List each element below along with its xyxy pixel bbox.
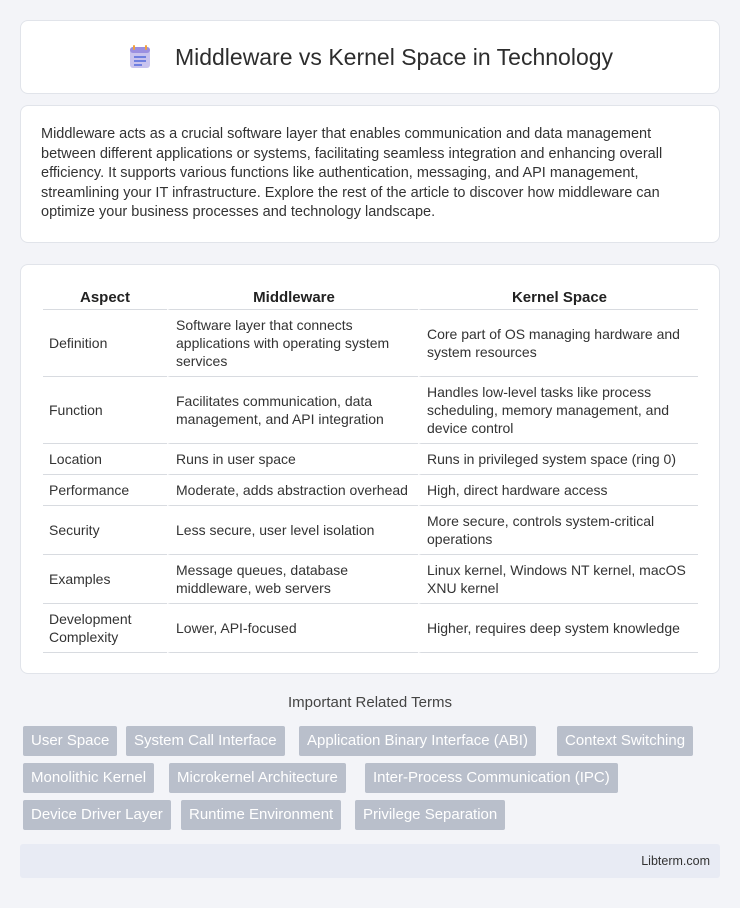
document-icon [127, 44, 153, 70]
middleware-cell: Facilitates communication, data management, and API integration [167, 377, 418, 444]
footer [20, 844, 720, 878]
aspect-cell: Development Complexity [43, 604, 167, 653]
related-term-tag[interactable]: Privilege Separation [355, 800, 505, 830]
kernel-space-cell: More secure, controls system-critical operations [418, 506, 698, 555]
table-row [43, 604, 698, 653]
middleware-cell: Moderate, adds abstraction overhead [167, 475, 418, 506]
related-term-tag[interactable]: Monolithic Kernel [23, 763, 154, 793]
related-term-tag[interactable]: System Call Interface [126, 726, 285, 756]
aspect-cell: Security [43, 506, 167, 555]
column-header: Kernel Space [418, 285, 698, 310]
aspect-cell: Function [43, 377, 167, 444]
related-term-tag[interactable]: Inter-Process Communication (IPC) [365, 763, 618, 793]
related-term-tag[interactable]: Context Switching [557, 726, 693, 756]
intro-paragraph: Middleware acts as a crucial software layer that enables communication and data management between different applications or systems, facilitating seamless integration and enhancing overall efficiency. It supports various functions like authentication, messaging, and API management, streamlining your IT infrastructure. Explore the rest of the article to discover how middleware can optimize your business processes and technology landscape. [41, 126, 663, 221]
related-terms-title: Important Related Terms [288, 694, 452, 711]
column-header: Middleware [167, 285, 418, 310]
middleware-cell: Lower, API-focused [167, 604, 418, 653]
kernel-space-cell: Handles low-level tasks like process scheduling, memory management, and device control [418, 377, 698, 444]
comparison-card [20, 264, 720, 674]
related-term-tag[interactable]: Microkernel Architecture [169, 763, 346, 793]
aspect-cell: Examples [43, 555, 167, 604]
aspect-cell: Performance [43, 475, 167, 506]
middleware-cell: Message queues, database middleware, web servers [167, 555, 418, 604]
aspect-cell: Location [43, 444, 167, 475]
footer-brand-link[interactable]: Libterm.com [641, 854, 710, 868]
middleware-cell: Less secure, user level isolation [167, 506, 418, 555]
table-row [43, 555, 698, 604]
intro-card [20, 105, 720, 243]
table-row [43, 506, 698, 555]
kernel-space-cell: Runs in privileged system space (ring 0) [418, 444, 698, 475]
kernel-space-cell: High, direct hardware access [418, 475, 698, 506]
kernel-space-cell: Higher, requires deep system knowledge [418, 604, 698, 653]
comparison-table [43, 285, 698, 653]
kernel-space-cell: Linux kernel, Windows NT kernel, macOS XNU kernel [418, 555, 698, 604]
column-header: Aspect [43, 285, 167, 310]
table-row [43, 377, 698, 444]
related-term-tag[interactable]: Device Driver Layer [23, 800, 171, 830]
title-card [20, 20, 720, 94]
page-title: Middleware vs Kernel Space in Technology [174, 43, 614, 70]
middleware-cell: Software layer that connects applications with operating system services [167, 310, 418, 377]
table-row [43, 310, 698, 377]
table-row [43, 475, 698, 506]
related-term-tag[interactable]: Application Binary Interface (ABI) [299, 726, 536, 756]
aspect-cell: Definition [43, 310, 167, 377]
related-term-tag[interactable]: User Space [23, 726, 117, 756]
kernel-space-cell: Core part of OS managing hardware and system resources [418, 310, 698, 377]
table-header-row [43, 285, 698, 310]
table-row [43, 444, 698, 475]
middleware-cell: Runs in user space [167, 444, 418, 475]
related-term-tag[interactable]: Runtime Environment [181, 800, 341, 830]
